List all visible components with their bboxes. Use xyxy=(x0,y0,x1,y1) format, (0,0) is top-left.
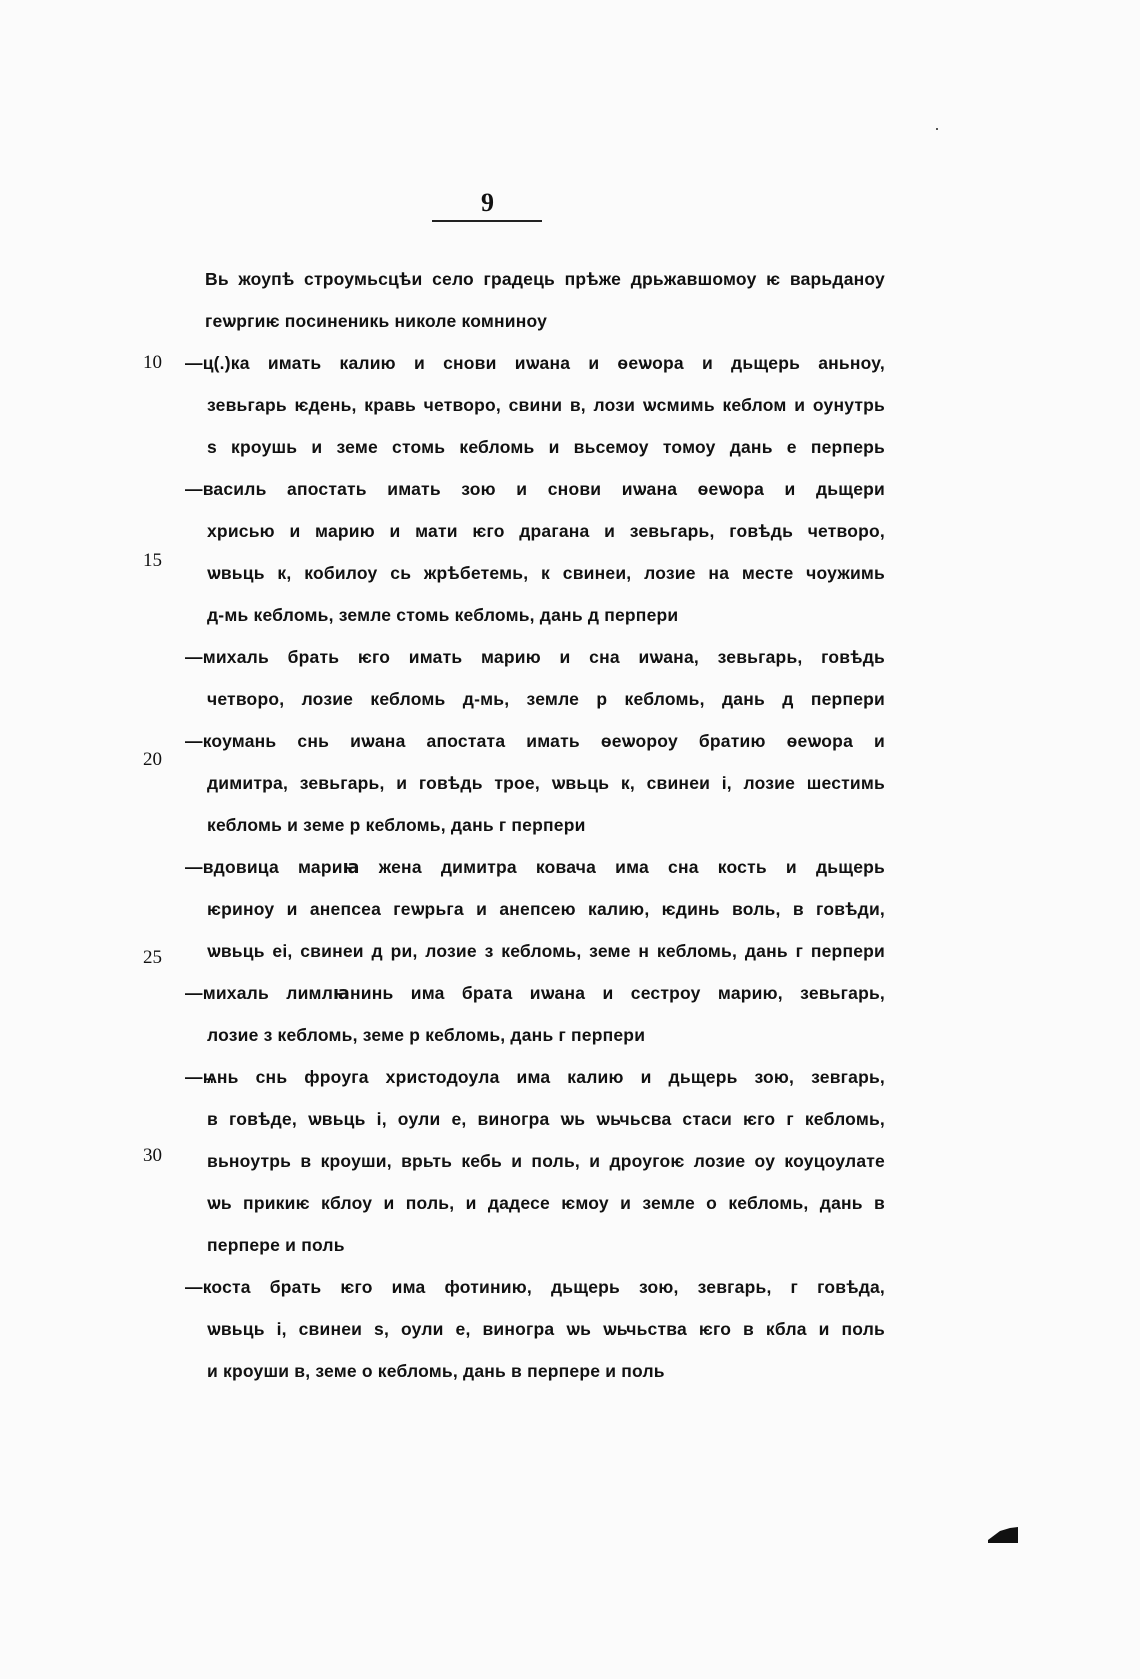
text-line: д-мь кебломь, земле стомь кебломь, дань д перпери xyxy=(207,605,679,625)
text-line: лозие з кебломь, земе р кебломь, дань г перпери xyxy=(207,1025,646,1045)
text-line: ѡвьць еі, свинеи д ри, лозие з кебломь, земе н кебломь, дань г перпери xyxy=(207,941,885,961)
text-line: Вь жоупѣ строумьсцѣи село градець прѣже дрьжавшомоу ѥ варьданоу xyxy=(205,269,885,289)
text-line: —василь апостать имать зою и снови иѡана ѳеѡора и дьщери xyxy=(185,479,885,499)
text-line: вьноутрь в кроуши, врьть кебь и поль, и дроугоѥ лозие оу коуцоулате xyxy=(207,1151,885,1171)
text-block xyxy=(185,258,885,1392)
text-line: хрисью и марию и мати ѥго драгана и зевьгарь, говѣдь четворо, xyxy=(207,521,885,541)
text-line: ѥриноу и анепсеа геѡрьга и анепсею калию, ѥдинь воль, в говѣди, xyxy=(207,899,885,919)
text-line: ѕ кроушь и земе стомь кебломь и вьсемоу томоу дань е перперь xyxy=(207,437,885,457)
line-number: 30 xyxy=(143,1145,162,1166)
page-number-rule xyxy=(432,220,542,222)
text-line: —ц(.)ка имать калию и снови иѡана и ѳеѡора и дьщерь аньноу, xyxy=(185,353,885,373)
line-number: 10 xyxy=(143,352,162,373)
text-line: перпере и поль xyxy=(207,1235,345,1255)
text-line: димитра, зевьгарь, и говѣдь трое, ѡвьць к, свинеи і, лозие шестимь xyxy=(207,773,885,793)
text-line: зевьгарь ѥдень, кравь четворо, свини в, лози ѡсмимь кеблом и оунутрь xyxy=(207,395,885,415)
line-number: 20 xyxy=(143,749,162,770)
text-line: кебломь и земе р кебломь, дань г перпери xyxy=(207,815,586,835)
text-line: —коста брать ѥго има фотинию, дьщерь зою, зевгарь, г говѣда, xyxy=(185,1277,885,1297)
text-line: —михаль брать ѥго имать марию и сна иѡана, зевьгарь, говѣдь xyxy=(185,647,885,667)
text-line: в говѣде, ѡвьць і, оули е, виногра ѡь ѡьчьсва стаси ѥго г кебломь, xyxy=(207,1109,885,1129)
line-number: 15 xyxy=(143,550,162,571)
line-number: 25 xyxy=(143,947,162,968)
text-line: —михаль лимлꙗнинь има брата иѡана и сестроу марию, зевьгарь, xyxy=(185,983,885,1003)
text-line: —вдовица мариꙗ жена димитра ковача има сна кость и дьщерь xyxy=(185,857,885,877)
corner-tick xyxy=(936,128,938,130)
text-line: ѡвьць к, кобилоу сь жрѣбетемь, к свинеи, лозие на месте чоужимь xyxy=(207,563,885,583)
text-line: ѡь прикиѥ кблоу и поль, и дадесе ѥмоу и земле о кебломь, дань в xyxy=(207,1193,885,1213)
text-line: геѡргиѥ посиненикь николе комниноу xyxy=(205,311,548,331)
text-line: четворо, лозие кебломь д-мь, земле р кебломь, дань д перпери xyxy=(207,689,885,709)
text-line: —ѩнь снь фроуга христодоула има калию и дьщерь зою, зевгарь, xyxy=(185,1067,885,1087)
page-number: 9 xyxy=(481,188,494,217)
text-line: —коумань снь иѡана апостата имать ѳеѡороу братию ѳеѡора и xyxy=(185,731,885,751)
corner-smudge-mark xyxy=(988,1527,1018,1543)
text-line: и кроуши в, земе о кебломь, дань в перпере и поль xyxy=(207,1361,665,1381)
text-line: ѡвьць і, свинеи ѕ, оули е, виногра ѡь ѡьчьства ѥго в кбла и поль xyxy=(207,1319,885,1339)
